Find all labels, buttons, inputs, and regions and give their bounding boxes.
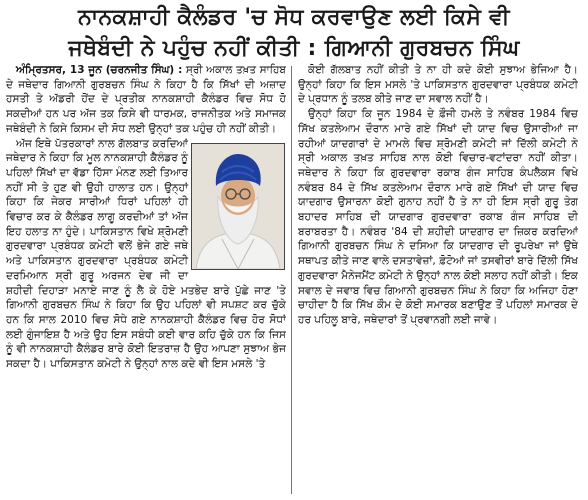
article-paragraph: ਕੋਈ ਗੱਲਬਾਤ ਨਹੀਂ ਕੀਤੀ ਤੇ ਨਾ ਹੀ ਕਦੇ ਕੋਈ ਸੁਝਾਅ ਭੇਜਿਆ ਹੈ। ਉਨ੍ਹਾਂ ਕਿਹਾ ਕਿ ਇਸ ਮਸਲੇ 'ਤੇ ਪਾਕਿਸਤਾਨ ਗੁਰਦਵਾਰਾ ਪ੍ਰਬੰਧਕ ਕਮੇਟੀ ਦੇ ਪ੍ਰਧਾਨ ਨੂੰ ਤਲਬ ਕੀਤੇ ਜਾਣ ਦਾ ਸਵਾਲ ਨਹੀਂ ਹੈ। (298, 64, 578, 106)
dateline: ਅੰਮ੍ਰਿਤਸਰ, 13 ਜੂਨ (ਚਰਨਜੀਤ ਸਿੰਘ) : (16, 64, 183, 76)
article-paragraph: ਉਨ੍ਹਾਂ ਕਿਹਾ ਕਿ ਜੂਨ 1984 ਦੇ ਫ਼ੌਜੀ ਹਮਲੇ ਤੇ ਨਵੰਬਰ 1984 ਵਿਚ ਸਿੱਖ ਕਤਲੇਆਮ ਦੌਰਾਨ ਮਾਰੇ ਗਏ ਸਿੱਖਾਂ ਦੀ ਯਾਦ ਵਿਚ ਉਸਾਰੀਆਂ ਜਾ ਰਹੀਆਂ ਯਾਦਗਾਰਾਂ ਦੇ ਮਾਮਲੇ ਵਿਚ ਸ਼੍ਰੋਮਣੀ ਕਮੇਟੀ ਜਾਂ ਦਿੱਲੀ ਕਮੇਟੀ ਨੇ ਸ੍ਰੀ ਅਕਾਲ ਤਖ਼ਤ ਸਾਹਿਬ ਨਾਲ ਕੋਈ ਵਿਚਾਰ-ਵਟਾਂਦਰਾ ਨਹੀਂ ਕੀਤਾ। ਜਥੇਦਾਰ ਨੇ ਕਿਹਾ ਕਿ ਗੁਰਦਵਾਰਾ ਰਕਾਬ ਗੰਜ ਸਾਹਿਬ ਕੰਪਲੈਕਸ ਵਿਖੇ ਨਵੰਬਰ 84 ਦੇ ਸਿੱਖ ਕਤਲੇਆਮ ਦੌਰਾਨ ਮਾਰੇ ਗਏ ਸਿੱਖਾਂ ਦੀ ਯਾਦ ਵਿਚ ਯਾਦਗਾਰ ਉਸਾਰਨਾ ਕੋਈ ਗੁਨਾਹ ਨਹੀਂ ਹੈ ਤੇ ਨਾ ਹੀ ਇਸ ਸ੍ਰੀ ਗੁਰੂ ਤੇਗ ਬਹਾਦਰ ਸਾਹਿਬ ਦੀ ਯਾਦਗਾਰ ਗੁਰਦਵਾਰਾ ਰਕਾਬ ਗੰਜ ਸਾਹਿਬ ਦੀ ਬਰਾਬਰਤਾ ਹੈ। ਨਵੰਬਰ '84 ਦੀ ਸ਼ਹੀਦੀ ਯਾਦਗਾਰ ਦਾ ਜ਼ਿਕਰ ਕਰਦਿਆਂ ਗਿਆਨੀ ਗੁਰਬਚਨ ਸਿੰਘ ਨੇ ਦਸਿਆ ਕਿ ਯਾਦਗਾਰ ਦੀ ਰੂਪਰੇਖਾ ਜਾਂ ਉਥੇ ਸਥਾਪਤ ਕੀਤੇ ਜਾਣ ਵਾਲੇ ਦਸਤਾਵੇਜ਼ਾਂ, ਫ਼ੋਟੋਆਂ ਜਾਂ ਤਸਵੀਰਾਂ ਬਾਰੇ ਦਿੱਲੀ ਸਿੱਖ ਗੁਰਦਵਾਰਾ ਮੈਨੇਜਮੈਂਟ ਕਮੇਟੀ ਨੇ ਉਨ੍ਹਾਂ ਨਾਲ ਕੋਈ ਸਲਾਹ ਨਹੀਂ ਕੀਤੀ। ਇਕ ਸਵਾਲ ਦੇ ਜਵਾਬ ਵਿਚ ਗਿਆਨੀ ਗੁਰਬਚਨ ਸਿੰਘ ਨੇ ਕਿਹਾ ਕਿ ਅਜਿਹਾ ਹੋਣਾ ਚਾਹੀਦਾ ਹੈ ਕਿ ਸਿੱਖ ਕੌਮ ਦੇ ਕੋਈ ਸਮਾਰਕ ਬਣਾਉਣ ਤੋਂ ਪਹਿਲਾਂ ਸਮਾਰਕ ਦੇ ਹਰ ਪਹਿਲੂ ਬਾਰੇ, ਜਥੇਦਾਰਾਂ ਤੋਂ ਪ੍ਰਵਾਨਗੀ ਲਈ ਜਾਵੇ। (298, 108, 578, 326)
article-column-left (6, 63, 286, 495)
portrait-image (192, 144, 284, 269)
article-column-right (298, 63, 578, 495)
column-divider (291, 66, 292, 494)
headline-line-2: ਜਥੇਬੰਦੀ ਨੇ ਪਹੁੰਚ ਨਹੀਂ ਕੀਤੀ : ਗਿਆਨੀ ਗੁਰਬਚਨ ਸਿੰਘ (68, 36, 520, 61)
headline (6, 2, 582, 64)
article-paragraph-text: ਸ੍ਰੀ ਅਕਾਲ ਤਖ਼ਤ ਸਾਹਿਬ ਦੇ ਜਥੇਦਾਰ ਗਿਆਨੀ ਗੁਰਬਚਨ ਸਿੰਘ ਨੇ ਕਿਹਾ ਹੈ ਕਿ ਸਿੱਖਾਂ ਦੀ ਅਜ਼ਾਦ ਹਸਤੀ ਤੇ ਅੱਡਰੀ ਹੋਂਦ ਦੇ ਪ੍ਰਤੀਕ ਨਾਨਕਸ਼ਾਹੀ ਕੈਲੰਡਰ ਵਿਚ ਸੋਧ ਹੋ ਸਕਦੀਆਂ ਹਨ ਪਰ ਅੱਜ ਤਕ ਕਿਸੇ ਵੀ ਧਾਰਮਕ, ਰਾਜਨੀਤਕ ਅਤੇ ਸਮਾਜਕ ਜਥੇਬੰਦੀ ਨੇ ਕਿਸੇ ਕਿਸਮ ਦੀ ਸੋਧ ਲਈ ਉਨ੍ਹਾਂ ਤਕ ਪਹੁੰਚ ਹੀ ਨਹੀਂ ਕੀਤੀ। (6, 64, 286, 135)
article-paragraph: ਅੱਜ ਇਥੇ ਪੱਤਰਕਾਰਾਂ ਨਾਲ ਗੱਲਬਾਤ ਕਰਦਿਆਂ ਜਥੇਦਾਰ ਨੇ ਕਿਹਾ ਕਿ ਮੂਲ ਨਾਨਕਸ਼ਾਹੀ ਕੈਲੰਡਰ ਨੂੰ ਪਹਿਲਾਂ ਸਿੱਖਾਂ ਦਾ ਵੱਡਾ ਹਿੱਸਾ ਮੰਨਣ ਲਈ ਤਿਆਰ ਨਹੀਂ ਸੀ ਤੇ ਹੁਣ ਵੀ ਉਹੀ ਹਾਲਾਤ ਹਨ। ਉਨ੍ਹਾਂ ਕਿਹਾ ਕਿ ਜੇਕਰ ਸਾਰੀਆਂ ਧਿਰਾਂ ਪਹਿਲਾਂ ਹੀ ਵਿਚਾਰ ਕਰ ਕੇ ਕੈਲੰਡਰ ਲਾਗੂ ਕਰਦੀਆਂ ਤਾਂ ਅੱਜ ਇਹ ਹਲਾਤ ਨਾ ਹੁੰਦੇ। ਪਾਕਿਸਤਾਨ ਵਿਖੇ ਸ਼੍ਰੋਮਣੀ ਗੁਰਦਵਾਰਾ ਪ੍ਰਬੰਧਕ ਕਮੇਟੀ ਵਲੋਂ ਭੇਜੇ ਗਏ ਜਥੇ ਅਤੇ ਪਾਕਿਸਤਾਨ ਗੁਰਦਵਾਰਾ ਪ੍ਰਬੰਧਕ ਕਮੇਟੀ ਦਰਮਿਆਨ ਸ੍ਰੀ ਗੁਰੂ ਅਰਜਨ ਦੇਵ ਜੀ ਦਾ ਸ਼ਹੀਦੀ ਦਿਹਾੜਾ ਮਨਾਏ ਜਾਣ ਨੂੰ ਲੈ ਕੇ ਹੋਏ ਮਤਭੇਦ ਬਾਰੇ ਪੁੱਛੇ ਜਾਣ 'ਤੇ ਗਿਆਨੀ ਗੁਰਬਚਨ ਸਿੰਘ ਨੇ ਕਿਹਾ ਕਿ ਉਹ ਪਹਿਲਾਂ ਵੀ ਸਪਸ਼ਟ ਕਰ ਚੁੱਕੇ ਹਨ ਕਿ ਸਾਲ 2010 ਵਿਚ ਸੋਧੇ ਗਏ ਨਾਨਕਸ਼ਾਹੀ ਕੈਲੰਡਰ ਵਿਚ ਹੋਰ ਸੋਧਾਂ ਲਈ ਗੁੰਜਾਇਸ਼ ਹੈ ਅਤੇ ਉਹ ਇਸ ਸਬੰਧੀ ਕਈ ਵਾਰ ਕਹਿ ਚੁੱਕੇ ਹਨ ਕਿ ਜਿਸ ਨੂੰ ਵੀ ਨਾਨਕਸ਼ਾਹੀ ਕੈਲੰਡਰ ਬਾਰੇ ਕੋਈ ਇਤਰਾਜ਼ ਹੈ ਉਹ ਆਪਣਾ ਸੁਝਾਅ ਭੇਜ ਸਕਦਾ ਹੈ। ਪਾਕਿਸਤਾਨ ਕਮੇਟੀ ਨੇ ਉਨ੍ਹਾਂ ਨਾਲ ਕਦੇ ਵੀ ਇਸ ਮਸਲੇ 'ਤੇ (6, 137, 286, 371)
headline-line-1: ਨਾਨਕਸ਼ਾਹੀ ਕੈਲੰਡਰ 'ਚ ਸੋਧ ਕਰਵਾਉਣ ਲਈ ਕਿਸੇ ਵੀ (78, 5, 510, 30)
portrait-photo (191, 143, 285, 270)
article-paragraph (6, 63, 286, 137)
